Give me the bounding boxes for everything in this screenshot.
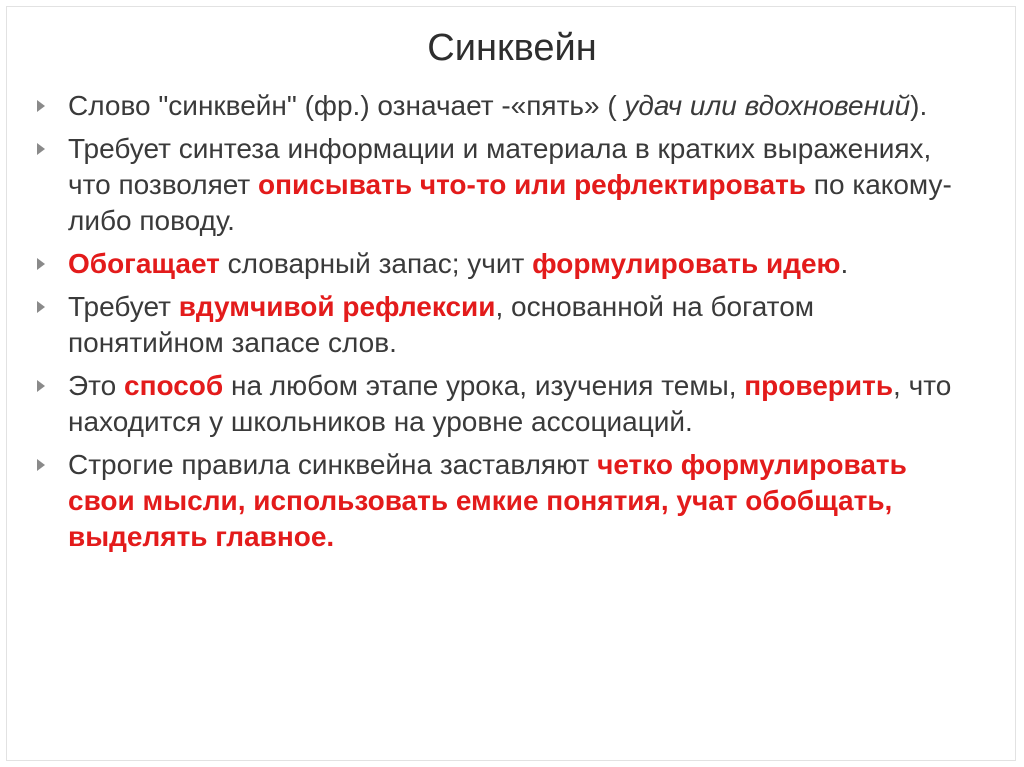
bullet-segment: Требует синтеза информации и материала в кратких выражениях, что позволяет bbox=[68, 133, 932, 200]
bullet-segment: , основанной на богатом понятийном запасе слов. bbox=[68, 291, 815, 358]
bullet-segment: , что находится у школьников на уровне ассоциаций. bbox=[68, 370, 952, 437]
bullet-item bbox=[34, 246, 964, 282]
bullet-segment: Это bbox=[68, 370, 124, 401]
bullet-item bbox=[34, 131, 964, 239]
triangle-right-icon bbox=[34, 99, 48, 113]
bullet-segment: Слово "синквейн" (фр.) означает -«пять» ( bbox=[68, 90, 617, 121]
bullet-segment-emphasis: вдумчивой рефлексии bbox=[178, 291, 496, 322]
bullet-item bbox=[34, 447, 964, 555]
bullet-segment-italic: удач или вдохновений bbox=[616, 90, 911, 121]
bullet-segment: Строгие правила синквейна заставляют bbox=[68, 449, 598, 480]
bullet-segment-emphasis: Обогащает bbox=[68, 248, 220, 279]
bullet-segment: . bbox=[840, 248, 849, 279]
triangle-right-icon bbox=[34, 458, 48, 472]
bullet-text bbox=[68, 90, 927, 121]
bullet-text bbox=[68, 449, 907, 552]
triangle-right-icon bbox=[34, 142, 48, 156]
bullet-text bbox=[68, 248, 848, 279]
triangle-right-icon bbox=[34, 257, 48, 271]
bullet-segment: по какому-либо поводу. bbox=[68, 169, 952, 236]
bullet-item bbox=[34, 289, 964, 361]
bullet-segment: словарный запас; учит bbox=[219, 248, 533, 279]
bullet-segment-emphasis: четко формулировать свои мысли, использовать емкие понятия, учат обобщать, выделять главное. bbox=[68, 449, 907, 552]
bullet-segment: на любом этапе урока, изучения темы, bbox=[223, 370, 745, 401]
triangle-right-icon bbox=[34, 379, 48, 393]
bullet-segment: ). bbox=[910, 90, 928, 121]
bullet-text bbox=[68, 133, 952, 236]
slide-title: Синквейн bbox=[427, 27, 597, 69]
bullet-segment-emphasis: проверить bbox=[744, 370, 894, 401]
bullet-segment-emphasis: способ bbox=[124, 370, 224, 401]
bullet-item bbox=[34, 88, 964, 124]
bullet-segment: Требует bbox=[68, 291, 179, 322]
bullet-item bbox=[34, 368, 964, 440]
bullet-list bbox=[34, 88, 964, 562]
bullet-segment-emphasis: описывать что-то или рефлектировать bbox=[257, 169, 807, 200]
bullet-text bbox=[68, 370, 951, 437]
bullet-segment-emphasis: формулировать идею bbox=[532, 248, 841, 279]
triangle-right-icon bbox=[34, 300, 48, 314]
bullet-text bbox=[68, 291, 814, 358]
